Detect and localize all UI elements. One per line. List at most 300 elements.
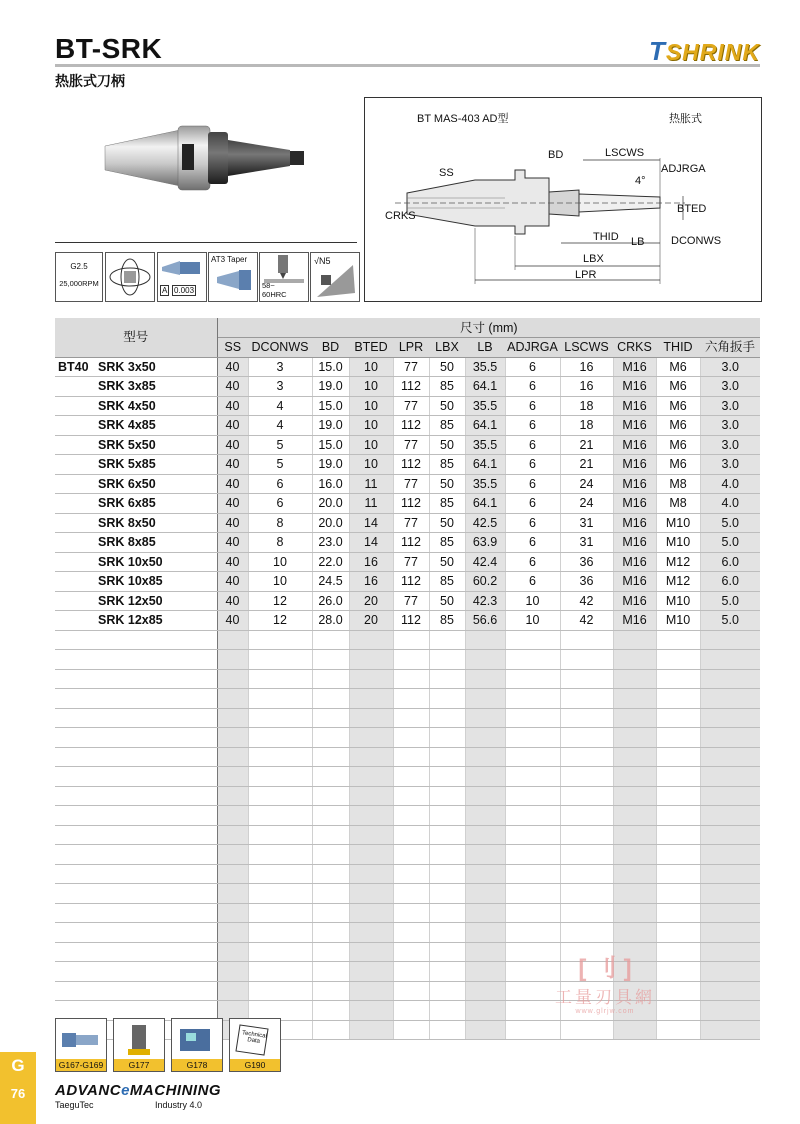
ref-shrink-unit[interactable]: [171, 1018, 223, 1072]
value-cell: [656, 728, 700, 748]
value-cell: [393, 845, 429, 865]
value-cell: [217, 942, 248, 962]
value-cell: 21: [560, 435, 613, 455]
value-cell: [560, 786, 613, 806]
value-cell: [560, 884, 613, 904]
footer-company: TaeguTec: [55, 1100, 94, 1110]
value-cell: 64.1: [465, 455, 505, 475]
value-cell: 112: [393, 416, 429, 436]
value-cell: [248, 767, 312, 787]
value-cell: 6: [505, 416, 560, 436]
value-cell: 42.5: [465, 513, 505, 533]
value-cell: [465, 981, 505, 1001]
label-lscws: LSCWS: [605, 147, 645, 159]
value-cell: [349, 689, 393, 709]
column-header: 六角扳手: [700, 338, 760, 358]
value-cell: 6: [505, 396, 560, 416]
value-cell: [312, 864, 349, 884]
empty-row: [55, 708, 760, 728]
page-subtitle: 热胀式刀柄: [55, 74, 125, 90]
value-cell: 35.5: [465, 435, 505, 455]
value-cell: 19.0: [312, 377, 349, 397]
value-cell: [560, 864, 613, 884]
value-cell: 6: [505, 357, 560, 377]
value-cell: [312, 630, 349, 650]
value-cell: 10: [505, 591, 560, 611]
value-cell: 85: [429, 611, 465, 631]
value-cell: [248, 786, 312, 806]
footer-logo-left: ADVANC: [55, 1082, 122, 1099]
model-cell: [55, 416, 217, 436]
value-cell: [312, 728, 349, 748]
value-cell: [656, 845, 700, 865]
value-cell: [505, 728, 560, 748]
value-cell: [465, 708, 505, 728]
table-row: [55, 591, 760, 611]
column-header: CRKS: [613, 338, 656, 358]
model-cell: [55, 962, 217, 982]
value-cell: [312, 806, 349, 826]
empty-row: [55, 806, 760, 826]
column-header: LSCWS: [560, 338, 613, 358]
value-cell: [505, 845, 560, 865]
table-row: [55, 494, 760, 514]
value-cell: [312, 708, 349, 728]
watermark-text: 工量刃具網: [555, 988, 655, 1007]
empty-row: [55, 903, 760, 923]
value-cell: M16: [613, 611, 656, 631]
model-name: SRK 10x85: [98, 574, 163, 589]
value-cell: 112: [393, 611, 429, 631]
value-cell: 6.0: [700, 572, 760, 592]
value-cell: [349, 884, 393, 904]
value-cell: 50: [429, 435, 465, 455]
dimension-header: 尺寸 (mm): [217, 318, 760, 338]
label-lpr: LPR: [575, 269, 597, 281]
value-cell: [700, 650, 760, 670]
column-header: LB: [465, 338, 505, 358]
value-cell: 10: [248, 552, 312, 572]
value-cell: [700, 728, 760, 748]
value-cell: [217, 864, 248, 884]
value-cell: 4: [248, 416, 312, 436]
value-cell: 6: [248, 494, 312, 514]
value-cell: [700, 689, 760, 709]
spec-table: [55, 318, 760, 1040]
value-cell: M10: [656, 533, 700, 553]
value-cell: [349, 1001, 393, 1021]
value-cell: 31: [560, 513, 613, 533]
value-cell: [613, 825, 656, 845]
empty-row: [55, 650, 760, 670]
value-cell: [429, 708, 465, 728]
value-cell: 20: [349, 611, 393, 631]
value-cell: [700, 1001, 760, 1021]
empty-row: [55, 747, 760, 767]
value-cell: 16.0: [312, 474, 349, 494]
value-cell: 3.0: [700, 357, 760, 377]
value-cell: [613, 650, 656, 670]
column-header: LPR: [393, 338, 429, 358]
surface-value: √N5: [314, 256, 331, 266]
value-cell: [560, 806, 613, 826]
value-cell: [217, 728, 248, 748]
value-cell: M16: [613, 357, 656, 377]
value-cell: 20.0: [312, 513, 349, 533]
value-cell: [465, 962, 505, 982]
empty-row: [55, 689, 760, 709]
value-cell: [505, 923, 560, 943]
value-cell: 64.1: [465, 377, 505, 397]
value-cell: [560, 650, 613, 670]
value-cell: 40: [217, 396, 248, 416]
value-cell: 40: [217, 474, 248, 494]
value-cell: [429, 1001, 465, 1021]
value-cell: [700, 767, 760, 787]
value-cell: 3: [248, 357, 312, 377]
value-cell: M16: [613, 552, 656, 572]
section-tab: [0, 1052, 36, 1124]
value-cell: 5.0: [700, 513, 760, 533]
value-cell: [465, 942, 505, 962]
value-cell: [312, 884, 349, 904]
value-cell: [465, 1020, 505, 1040]
value-cell: M10: [656, 513, 700, 533]
value-cell: [312, 962, 349, 982]
empty-row: [55, 864, 760, 884]
series-label: BT40: [58, 359, 89, 374]
value-cell: 6: [505, 377, 560, 397]
value-cell: [217, 747, 248, 767]
value-cell: [429, 786, 465, 806]
value-cell: [393, 884, 429, 904]
value-cell: M16: [613, 513, 656, 533]
runout-icon: [157, 252, 207, 302]
model-cell: [55, 650, 217, 670]
value-cell: 77: [393, 591, 429, 611]
model-cell: [55, 591, 217, 611]
hardness-icon: [259, 252, 309, 302]
value-cell: [700, 806, 760, 826]
value-cell: [465, 845, 505, 865]
ref-technical-data[interactable]: [229, 1018, 281, 1072]
value-cell: 112: [393, 494, 429, 514]
value-cell: [248, 630, 312, 650]
value-cell: [429, 942, 465, 962]
value-cell: 64.1: [465, 416, 505, 436]
value-cell: [217, 884, 248, 904]
ref-tooling-system[interactable]: [55, 1018, 107, 1072]
value-cell: [700, 923, 760, 943]
value-cell: [248, 708, 312, 728]
value-cell: 10: [349, 416, 393, 436]
value-cell: [248, 825, 312, 845]
ref-shrink-machine[interactable]: [113, 1018, 165, 1072]
column-header: LBX: [429, 338, 465, 358]
model-name: SRK 10x50: [98, 554, 163, 569]
model-cell: [55, 884, 217, 904]
value-cell: 31: [560, 533, 613, 553]
value-cell: [700, 845, 760, 865]
value-cell: M10: [656, 591, 700, 611]
model-name: SRK 12x85: [98, 613, 163, 628]
value-cell: [700, 884, 760, 904]
hardness-value: 58~ 60HRC: [262, 281, 287, 299]
value-cell: [393, 767, 429, 787]
value-cell: 8: [248, 513, 312, 533]
value-cell: [613, 864, 656, 884]
model-name: SRK 6x50: [98, 476, 156, 491]
value-cell: 77: [393, 396, 429, 416]
value-cell: [248, 864, 312, 884]
value-cell: 112: [393, 455, 429, 475]
value-cell: [465, 767, 505, 787]
value-cell: [560, 669, 613, 689]
value-cell: 40: [217, 533, 248, 553]
value-cell: [656, 923, 700, 943]
value-cell: 5.0: [700, 611, 760, 631]
value-cell: [656, 884, 700, 904]
column-header: BTED: [349, 338, 393, 358]
value-cell: 40: [217, 435, 248, 455]
model-name: SRK 6x85: [98, 496, 156, 511]
value-cell: [393, 728, 429, 748]
value-cell: [429, 630, 465, 650]
label-crks: CRKS: [385, 210, 416, 222]
value-cell: 50: [429, 474, 465, 494]
value-cell: [613, 806, 656, 826]
value-cell: [393, 669, 429, 689]
model-name: SRK 5x85: [98, 457, 156, 472]
value-cell: [312, 825, 349, 845]
value-cell: [465, 630, 505, 650]
value-cell: 18: [560, 416, 613, 436]
value-cell: 40: [217, 513, 248, 533]
value-cell: 40: [217, 377, 248, 397]
value-cell: 112: [393, 377, 429, 397]
value-cell: [656, 630, 700, 650]
value-cell: 10: [505, 611, 560, 631]
empty-row: [55, 825, 760, 845]
value-cell: 16: [349, 572, 393, 592]
value-cell: 22.0: [312, 552, 349, 572]
model-cell: [55, 552, 217, 572]
value-cell: [312, 786, 349, 806]
value-cell: [349, 650, 393, 670]
value-cell: [393, 942, 429, 962]
value-cell: [465, 884, 505, 904]
value-cell: [656, 806, 700, 826]
value-cell: [349, 1020, 393, 1040]
model-cell: [55, 396, 217, 416]
label-lb: LB: [631, 236, 645, 248]
value-cell: 77: [393, 513, 429, 533]
value-cell: [505, 884, 560, 904]
value-cell: 3.0: [700, 455, 760, 475]
value-cell: 21: [560, 455, 613, 475]
value-cell: [429, 962, 465, 982]
model-cell: [55, 786, 217, 806]
value-cell: 85: [429, 533, 465, 553]
value-cell: [312, 1001, 349, 1021]
value-cell: [393, 981, 429, 1001]
value-cell: 60.2: [465, 572, 505, 592]
value-cell: 77: [393, 474, 429, 494]
value-cell: [349, 669, 393, 689]
column-header: SS: [217, 338, 248, 358]
value-cell: 40: [217, 416, 248, 436]
value-cell: M16: [613, 474, 656, 494]
value-cell: [505, 747, 560, 767]
model-name: SRK 3x50: [98, 359, 156, 374]
value-cell: [248, 962, 312, 982]
value-cell: [248, 650, 312, 670]
value-cell: [465, 864, 505, 884]
value-cell: [312, 845, 349, 865]
value-cell: 42.3: [465, 591, 505, 611]
value-cell: [656, 786, 700, 806]
value-cell: [429, 806, 465, 826]
value-cell: [656, 903, 700, 923]
value-cell: M16: [613, 494, 656, 514]
value-cell: [248, 923, 312, 943]
model-cell: [55, 864, 217, 884]
value-cell: [465, 1001, 505, 1021]
value-cell: 50: [429, 591, 465, 611]
value-cell: [349, 708, 393, 728]
value-cell: [217, 923, 248, 943]
value-cell: [656, 747, 700, 767]
value-cell: [613, 728, 656, 748]
page-number: 76: [10, 1086, 26, 1101]
value-cell: [505, 767, 560, 787]
model-cell: [55, 377, 217, 397]
value-cell: [393, 747, 429, 767]
model-cell: [55, 669, 217, 689]
value-cell: [465, 923, 505, 943]
value-cell: 6: [505, 494, 560, 514]
model-cell: [55, 747, 217, 767]
value-cell: [393, 708, 429, 728]
value-cell: 3.0: [700, 377, 760, 397]
value-cell: 40: [217, 552, 248, 572]
footer-logo-right: MACHINING: [129, 1082, 222, 1099]
value-cell: 15.0: [312, 435, 349, 455]
value-cell: 20.0: [312, 494, 349, 514]
value-cell: [393, 806, 429, 826]
value-cell: [312, 942, 349, 962]
value-cell: [429, 864, 465, 884]
empty-row: [55, 728, 760, 748]
value-cell: 3.0: [700, 416, 760, 436]
model-cell: [55, 903, 217, 923]
model-name: SRK 8x85: [98, 535, 156, 550]
value-cell: [700, 864, 760, 884]
value-cell: [312, 903, 349, 923]
value-cell: [465, 747, 505, 767]
value-cell: 85: [429, 572, 465, 592]
value-cell: [248, 884, 312, 904]
value-cell: 77: [393, 552, 429, 572]
column-header: DCONWS: [248, 338, 312, 358]
value-cell: 15.0: [312, 396, 349, 416]
value-cell: [349, 942, 393, 962]
brand-logo-text: SHRINK: [665, 39, 760, 65]
value-cell: [429, 650, 465, 670]
value-cell: [393, 962, 429, 982]
value-cell: [217, 962, 248, 982]
value-cell: 50: [429, 357, 465, 377]
product-photo: [100, 118, 310, 198]
value-cell: 63.9: [465, 533, 505, 553]
model-cell: [55, 708, 217, 728]
value-cell: [560, 747, 613, 767]
value-cell: 16: [560, 377, 613, 397]
section-letter: G: [11, 1056, 25, 1075]
label-bd: BD: [548, 149, 564, 161]
value-cell: [465, 669, 505, 689]
value-cell: M8: [656, 494, 700, 514]
value-cell: 6.0: [700, 552, 760, 572]
value-cell: [217, 786, 248, 806]
footer-logo: [55, 1082, 221, 1099]
value-cell: [217, 650, 248, 670]
value-cell: 28.0: [312, 611, 349, 631]
value-cell: 19.0: [312, 416, 349, 436]
value-cell: [700, 825, 760, 845]
value-cell: 12: [248, 591, 312, 611]
value-cell: 56.6: [465, 611, 505, 631]
value-cell: 5.0: [700, 533, 760, 553]
value-cell: 16: [349, 552, 393, 572]
value-cell: [505, 903, 560, 923]
table-row: [55, 513, 760, 533]
table-row: [55, 435, 760, 455]
value-cell: 77: [393, 435, 429, 455]
value-cell: [560, 728, 613, 748]
value-cell: [429, 669, 465, 689]
model-cell: [55, 845, 217, 865]
value-cell: M16: [613, 572, 656, 592]
value-cell: 50: [429, 396, 465, 416]
value-cell: 85: [429, 455, 465, 475]
value-cell: [613, 689, 656, 709]
value-cell: [656, 669, 700, 689]
taper-icon: [208, 252, 258, 302]
model-name: SRK 12x50: [98, 593, 163, 608]
value-cell: 50: [429, 513, 465, 533]
value-cell: M6: [656, 396, 700, 416]
value-cell: [505, 669, 560, 689]
value-cell: [505, 708, 560, 728]
label-thid: THID: [593, 231, 619, 243]
model-cell: [55, 806, 217, 826]
brand-logo-t: T: [648, 36, 666, 66]
model-cell: [55, 923, 217, 943]
value-cell: [613, 1020, 656, 1040]
value-cell: 36: [560, 572, 613, 592]
value-cell: [560, 825, 613, 845]
value-cell: [217, 825, 248, 845]
value-cell: [248, 981, 312, 1001]
table-row: [55, 357, 760, 377]
model-name: SRK 4x85: [98, 418, 156, 433]
model-name: SRK 8x50: [98, 515, 156, 530]
value-cell: M6: [656, 377, 700, 397]
value-cell: [217, 845, 248, 865]
value-cell: 14: [349, 533, 393, 553]
value-cell: [393, 825, 429, 845]
